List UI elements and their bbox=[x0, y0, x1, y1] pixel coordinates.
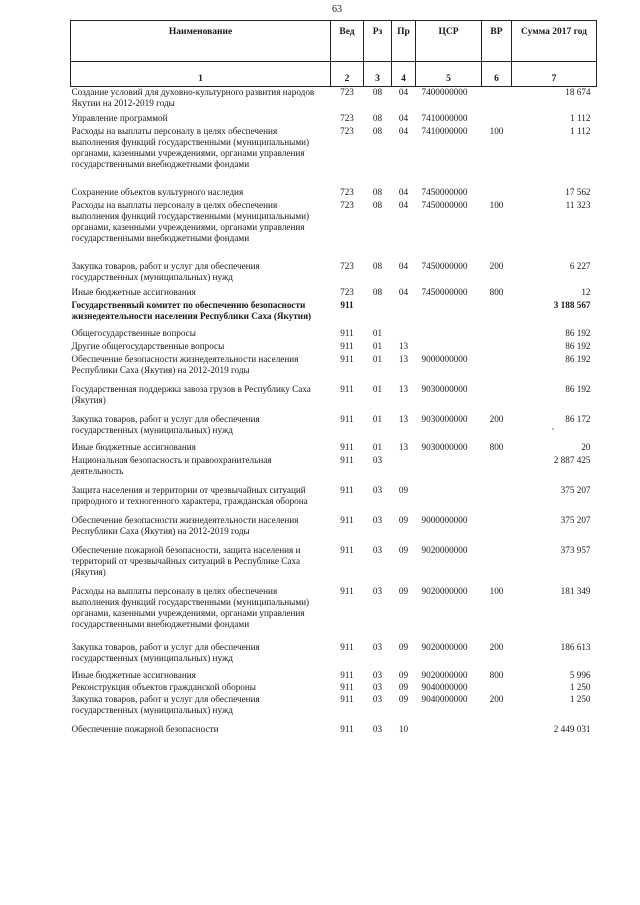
row-csr: 7450000000 bbox=[421, 287, 468, 297]
row-csr bbox=[416, 485, 482, 515]
row-ved: 911 bbox=[340, 545, 354, 555]
row-pr: 04 bbox=[398, 113, 409, 123]
column-number: 3 bbox=[364, 62, 392, 87]
table-row bbox=[71, 485, 597, 515]
row-name: Обеспечение пожарной безопасности, защита населения и территорий от чрезвычайных ситуаций в Республике Саха (Якутия) bbox=[71, 545, 301, 577]
row-pr: 13 bbox=[398, 384, 409, 394]
row-sum: 1 112 bbox=[570, 126, 591, 136]
row-csr: 9000000000 bbox=[421, 515, 468, 525]
row-csr: 9000000000 bbox=[421, 354, 468, 364]
table-row bbox=[71, 515, 597, 545]
row-csr: 9020000000 bbox=[421, 670, 468, 680]
row-pr: 13 bbox=[398, 341, 409, 351]
row-pr: 10 bbox=[398, 724, 409, 734]
row-name: Расходы на выплаты персоналу в целях обеспечения выполнения функций государственными (муниципальными) органами, казенными учреждениями, органами управления государственными внебюджетными фондами bbox=[71, 200, 310, 243]
row-rz bbox=[364, 300, 392, 328]
column-number: 7 bbox=[512, 62, 597, 87]
row-name: Другие общегосударственные вопросы bbox=[71, 341, 225, 351]
row-csr: 7410000000 bbox=[421, 126, 468, 136]
row-ved: 911 bbox=[340, 414, 354, 424]
row-vr bbox=[482, 485, 512, 515]
row-ved: 723 bbox=[340, 187, 354, 197]
header-pr: Пр bbox=[392, 21, 416, 62]
table-row bbox=[71, 126, 597, 187]
column-number: 6 bbox=[482, 62, 512, 87]
row-rz: 01 bbox=[372, 384, 383, 394]
row-name: Обеспечение пожарной безопасности bbox=[71, 724, 219, 734]
row-sum: 181 349 bbox=[560, 586, 591, 596]
row-pr: 09 bbox=[398, 586, 409, 596]
row-ved: 911 bbox=[340, 354, 354, 364]
row-rz: 03 bbox=[372, 670, 383, 680]
row-pr: 09 bbox=[398, 545, 409, 555]
row-ved: 911 bbox=[340, 586, 354, 596]
row-sum: 20 bbox=[581, 442, 591, 452]
column-number: 1 bbox=[71, 62, 331, 87]
row-csr: 7450000000 bbox=[421, 200, 468, 210]
row-rz: 08 bbox=[372, 261, 383, 271]
row-rz: 03 bbox=[372, 515, 383, 525]
row-rz: 01 bbox=[372, 341, 383, 351]
row-csr bbox=[416, 328, 482, 341]
row-name: Иные бюджетные ассигнования bbox=[71, 670, 196, 680]
row-vr: 800 bbox=[489, 287, 504, 297]
row-pr bbox=[392, 328, 416, 341]
row-vr: 200 bbox=[489, 642, 504, 652]
row-ved: 911 bbox=[340, 670, 354, 680]
row-sum: 2 887 425 bbox=[553, 455, 591, 465]
row-rz: 08 bbox=[372, 287, 383, 297]
row-csr: 7410000000 bbox=[421, 113, 468, 123]
row-pr: 09 bbox=[398, 694, 409, 704]
table-row bbox=[71, 261, 597, 287]
row-rz: 03 bbox=[372, 586, 383, 596]
row-sum: 6 227 bbox=[569, 261, 591, 271]
row-pr: 09 bbox=[398, 682, 409, 692]
row-rz: 03 bbox=[372, 642, 383, 652]
header-ved: Вед bbox=[331, 21, 364, 62]
row-vr bbox=[482, 300, 512, 328]
row-ved: 911 bbox=[340, 328, 354, 338]
row-ved: 911 bbox=[340, 341, 354, 351]
table-row bbox=[71, 586, 597, 642]
row-csr: 7450000000 bbox=[421, 261, 468, 271]
row-pr bbox=[392, 300, 416, 328]
row-ved: 911 bbox=[340, 384, 354, 394]
table-body bbox=[71, 87, 597, 736]
row-sum: 17 562 bbox=[565, 187, 591, 197]
row-pr: 09 bbox=[398, 485, 409, 495]
row-vr bbox=[482, 545, 512, 586]
row-name: Иные бюджетные ассигнования bbox=[71, 287, 196, 297]
table-row bbox=[71, 113, 597, 126]
row-sum: 375 207 bbox=[560, 515, 591, 525]
row-ved: 723 bbox=[340, 261, 354, 271]
row-rz: 01 bbox=[372, 414, 383, 424]
row-csr bbox=[416, 341, 482, 354]
row-vr bbox=[482, 354, 512, 384]
row-name: Управление программой bbox=[71, 113, 168, 123]
row-rz: 01 bbox=[372, 354, 383, 364]
table-row bbox=[71, 682, 597, 694]
row-ved: 911 bbox=[340, 724, 354, 734]
table-row bbox=[71, 200, 597, 261]
row-name: Сохранение объектов культурного наследия bbox=[71, 187, 244, 197]
row-ved: 723 bbox=[340, 287, 354, 297]
row-ved: 911 bbox=[340, 515, 354, 525]
row-rz: 03 bbox=[372, 724, 383, 734]
row-pr: 04 bbox=[398, 261, 409, 271]
row-vr: 800 bbox=[489, 442, 504, 452]
row-vr bbox=[482, 384, 512, 414]
row-rz: 08 bbox=[372, 200, 383, 210]
table-row bbox=[71, 384, 597, 414]
table-row bbox=[71, 341, 597, 354]
table-row bbox=[71, 414, 597, 442]
budget-table bbox=[70, 20, 597, 735]
row-sum: 1 250 bbox=[569, 682, 591, 692]
row-vr: 100 bbox=[489, 200, 504, 210]
row-ved: 911 bbox=[340, 300, 354, 310]
row-pr: 04 bbox=[398, 287, 409, 297]
row-rz: 03 bbox=[372, 485, 383, 495]
row-sum: 1 250 bbox=[569, 694, 591, 704]
table-row bbox=[71, 694, 597, 724]
row-pr: 13 bbox=[398, 414, 409, 424]
row-pr: 09 bbox=[398, 642, 409, 652]
table-row bbox=[71, 354, 597, 384]
row-csr: 9020000000 bbox=[421, 586, 468, 596]
row-sum: 86 172 bbox=[565, 414, 591, 424]
row-csr: 9040000000 bbox=[421, 694, 468, 704]
row-pr: 09 bbox=[398, 670, 409, 680]
row-rz: 01 bbox=[372, 442, 383, 452]
table-row bbox=[71, 455, 597, 485]
row-name: Государственный комитет по обеспечению безопасности жизнедеятельности населения Республики Саха (Якутия) bbox=[71, 300, 312, 321]
header-name: Наименование bbox=[71, 21, 331, 62]
row-csr: 9020000000 bbox=[421, 642, 468, 652]
table-row bbox=[71, 300, 597, 328]
row-name: Общегосударственные вопросы bbox=[71, 328, 196, 338]
row-ved: 723 bbox=[340, 87, 354, 97]
header-sum: Сумма 2017 год bbox=[512, 21, 597, 62]
row-vr: 200 bbox=[489, 261, 504, 271]
row-pr: 04 bbox=[398, 87, 409, 97]
row-name: Создание условий для духовно-культурного развития народов Якутии на 2012-2019 годы bbox=[71, 87, 315, 108]
row-rz: 08 bbox=[372, 187, 383, 197]
table-row bbox=[71, 545, 597, 586]
row-name: Расходы на выплаты персоналу в целях обеспечения выполнения функций государственными (муниципальными) органами, казенными учреждениями, органами управления государственными внебюджетными фондами bbox=[71, 126, 310, 169]
row-sum: 1 112 bbox=[570, 113, 591, 123]
header-rz: Рз bbox=[364, 21, 392, 62]
row-vr bbox=[482, 87, 512, 114]
row-sum: 18 674 bbox=[565, 87, 591, 97]
row-ved: 911 bbox=[340, 442, 354, 452]
row-pr: 04 bbox=[398, 187, 409, 197]
row-ved: 911 bbox=[340, 682, 354, 692]
table-row bbox=[71, 187, 597, 200]
row-vr: 800 bbox=[489, 670, 504, 680]
row-name: Закупка товаров, работ и услуг для обеспечения государственных (муниципальных) нужд bbox=[71, 261, 260, 282]
table-row bbox=[71, 642, 597, 670]
table-row bbox=[71, 328, 597, 341]
row-sum: 5 996 bbox=[569, 670, 591, 680]
table-row bbox=[71, 442, 597, 455]
row-sum: 86 192 bbox=[565, 354, 591, 364]
row-rz: 08 bbox=[372, 113, 383, 123]
row-name: Иные бюджетные ассигнования bbox=[71, 442, 196, 452]
row-name: Закупка товаров, работ и услуг для обеспечения государственных (муниципальных) нужд bbox=[71, 694, 260, 715]
row-ved: 911 bbox=[340, 694, 354, 704]
row-ved: 911 bbox=[340, 485, 354, 495]
row-vr: 200 bbox=[489, 414, 504, 424]
row-sum: 86 192 bbox=[565, 341, 591, 351]
row-ved: 723 bbox=[340, 126, 354, 136]
row-sum: 12 bbox=[581, 287, 591, 297]
row-rz: 03 bbox=[372, 682, 383, 692]
row-name: Расходы на выплаты персоналу в целях обеспечения выполнения функций государственными (муниципальными) органами, казенными учреждениями, органами управления государственными внебюджетными фондами bbox=[71, 586, 310, 629]
row-pr: 04 bbox=[398, 126, 409, 136]
row-rz: 01 bbox=[372, 328, 383, 338]
row-name: Национальная безопасность и правоохранительная деятельность bbox=[71, 455, 272, 476]
row-pr: 04 bbox=[398, 200, 409, 210]
row-name: Защита населения и территории от чрезвычайных ситуаций природного и техногенного характера, гражданская оборона bbox=[71, 485, 308, 506]
row-pr: 13 bbox=[398, 442, 409, 452]
row-name: Закупка товаров, работ и услуг для обеспечения государственных (муниципальных) нужд bbox=[71, 414, 260, 435]
row-vr: 100 bbox=[489, 126, 504, 136]
header-csr: ЦСР bbox=[416, 21, 482, 62]
row-sum: 2 449 031 bbox=[553, 724, 591, 734]
row-ved: 911 bbox=[340, 455, 354, 465]
header-vr: ВР bbox=[482, 21, 512, 62]
row-csr: 9020000000 bbox=[421, 545, 468, 555]
row-vr: 100 bbox=[489, 586, 504, 596]
row-name: Закупка товаров, работ и услуг для обеспечения государственных (муниципальных) нужд bbox=[71, 642, 260, 663]
row-csr bbox=[416, 455, 482, 485]
row-vr bbox=[482, 515, 512, 545]
row-sum: 375 207 bbox=[560, 485, 591, 495]
row-csr: 9030000000 bbox=[421, 384, 468, 394]
row-csr: 9030000000 bbox=[421, 442, 468, 452]
row-sum: 373 957 bbox=[560, 545, 591, 555]
page-number: 63 bbox=[332, 4, 342, 15]
row-csr: 7400000000 bbox=[421, 87, 468, 97]
row-csr: 9040000000 bbox=[421, 682, 468, 692]
row-name: Реконструкция объектов гражданской обороны bbox=[71, 682, 256, 692]
row-csr: 7450000000 bbox=[421, 187, 468, 197]
row-ved: 911 bbox=[340, 642, 354, 652]
column-number: 5 bbox=[416, 62, 482, 87]
row-rz: 03 bbox=[372, 455, 383, 465]
row-pr: 09 bbox=[398, 515, 409, 525]
row-name: Обеспечение безопасности жизнедеятельности населения Республики Саха (Якутия) на 2012-2019 годы bbox=[71, 515, 299, 536]
row-ved: 723 bbox=[340, 113, 354, 123]
row-vr bbox=[482, 455, 512, 485]
column-number: 2 bbox=[331, 62, 364, 87]
row-rz: 03 bbox=[372, 694, 383, 704]
row-sum: 86 192 bbox=[565, 384, 591, 394]
row-vr bbox=[482, 113, 512, 126]
row-sum: 11 323 bbox=[565, 200, 591, 210]
row-vr bbox=[482, 187, 512, 200]
row-name: Обеспечение безопасности жизнедеятельности населения Республики Саха (Якутия) на 2012-2019 годы bbox=[71, 354, 299, 375]
row-vr bbox=[482, 682, 512, 694]
row-sum: 86 192 bbox=[565, 328, 591, 338]
row-vr: 200 bbox=[489, 694, 504, 704]
row-vr bbox=[482, 724, 512, 735]
table-row bbox=[71, 724, 597, 735]
row-csr: 9030000000 bbox=[421, 414, 468, 424]
row-vr bbox=[482, 341, 512, 354]
table-row bbox=[71, 287, 597, 300]
row-csr bbox=[416, 300, 482, 328]
row-ved: 723 bbox=[340, 200, 354, 210]
row-sum: 3 188 567 bbox=[553, 300, 591, 310]
row-vr bbox=[482, 328, 512, 341]
column-number: 4 bbox=[392, 62, 416, 87]
row-csr bbox=[416, 724, 482, 735]
table-row bbox=[71, 87, 597, 114]
table-row bbox=[71, 670, 597, 682]
row-pr: 13 bbox=[398, 354, 409, 364]
table-header bbox=[71, 21, 597, 87]
row-rz: 08 bbox=[372, 87, 383, 97]
row-pr bbox=[392, 455, 416, 485]
row-rz: 08 bbox=[372, 126, 383, 136]
row-sum: 186 613 bbox=[560, 642, 591, 652]
row-rz: 03 bbox=[372, 545, 383, 555]
row-name: Государственная поддержка завоза грузов в Республику Саха (Якутия) bbox=[71, 384, 311, 405]
